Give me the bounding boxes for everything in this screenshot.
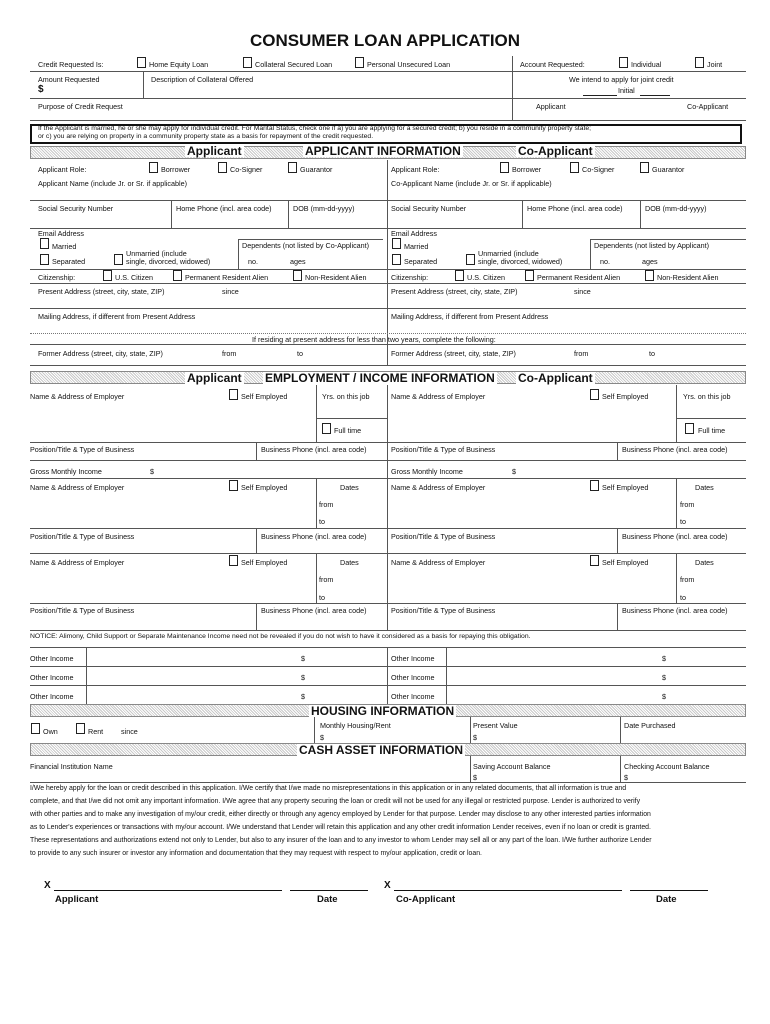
coapplicant-position-3-label: Position/Title & Type of Business: [391, 606, 496, 615]
coapplicant-us-citizen-checkbox[interactable]: [455, 270, 464, 281]
applicant-cosigner-label: Co-Signer: [230, 165, 263, 174]
divider: [238, 239, 383, 240]
applicant-employer-3-label: Name & Address of Employer: [30, 558, 125, 567]
coapplicant-yrs-on-job-label: Yrs. on this job: [683, 392, 731, 401]
divider: [256, 442, 257, 460]
divider: [387, 647, 388, 704]
divider: [512, 56, 513, 120]
applicant-to-3-label: to: [319, 593, 325, 602]
divider: [256, 603, 257, 630]
coapplicant-to-2-label: to: [680, 517, 686, 526]
applicant-from-2-label: from: [319, 500, 334, 509]
divider: [30, 98, 746, 99]
saving-balance-label: Saving Account Balance: [473, 762, 551, 771]
coapplicant-non-resident-checkbox[interactable]: [645, 270, 654, 281]
band-applicant-info-title: APPLICANT INFORMATION: [305, 144, 461, 158]
coapplicant-married-label: Married: [404, 242, 429, 251]
coapplicant-other-income-3-dollar: $: [662, 692, 666, 701]
coapplicant-role-label: Applicant Role:: [391, 165, 440, 174]
divider: [30, 647, 746, 648]
housing-monthly-dollar: $: [320, 733, 324, 742]
divider: [171, 200, 172, 228]
applicant-dependents-label: Dependents (not listed by Co-Applicant): [242, 241, 370, 250]
coapplicant-present-address-input[interactable]: [391, 297, 741, 308]
applicant-us-citizen-checkbox[interactable]: [103, 270, 112, 281]
purpose-label: Purpose of Credit Request: [38, 102, 123, 111]
applicant-present-address-label: Present Address (street, city, state, ZIP): [38, 287, 165, 296]
applicant-cosigner-checkbox[interactable]: [218, 162, 227, 173]
divider: [30, 333, 746, 334]
certification-line: with other parties and to make any investigation of my/our credit, either directly or through any agency employed by Lender for that purpose. Lender may disclose to any other interested parties information: [30, 811, 651, 818]
coapplicant-mailing-input[interactable]: [391, 321, 741, 332]
applicant-self-employed-3-checkbox[interactable]: [229, 555, 238, 566]
coapplicant-email-label: Email Address: [391, 229, 437, 238]
coapplicant-self-employed-3-checkbox[interactable]: [590, 555, 599, 566]
band-housing-title: HOUSING INFORMATION: [311, 704, 455, 718]
coapplicant-home-phone-label: Home Phone (incl. area code): [527, 204, 623, 213]
coapplicant-former-address-label: Former Address (street, city, state, ZIP): [391, 349, 516, 358]
center-divider: [387, 385, 388, 630]
certification-line: to provide to any such insurer or investor any information and documentation that they may request with respect to my/our application, credit or loan.: [30, 850, 482, 857]
divider: [470, 717, 471, 743]
applicant-to-2-label: to: [319, 517, 325, 526]
coapplicant-guarantor-checkbox[interactable]: [640, 162, 649, 173]
applicant-signature-label: Applicant: [55, 894, 99, 905]
applicant-other-income-3-dollar: $: [301, 692, 305, 701]
divider: [30, 666, 746, 667]
band-employment-coapplicant-label: Co-Applicant: [518, 371, 593, 385]
divider: [314, 717, 315, 743]
coapplicant-employer-1-label: Name & Address of Employer: [391, 392, 486, 401]
divider: [620, 756, 621, 782]
applicant-guarantor-checkbox[interactable]: [288, 162, 297, 173]
divider: [30, 283, 746, 284]
coapplicant-gross-income-dollar: $: [512, 467, 516, 476]
band-employment-applicant-label: Applicant: [187, 371, 242, 385]
coapplicant-unmarried-label: Unmarried (include: [478, 249, 539, 258]
form-title: CONSUMER LOAN APPLICATION: [249, 31, 521, 50]
divider: [316, 478, 317, 528]
divider: [30, 120, 746, 121]
certification-line: I/We hereby apply for the loan or credit described in this application. I/We certify that I/we made no misrepresentations in this application or in any related documents, that all information is true and: [30, 785, 627, 792]
initial-line[interactable]: [640, 95, 670, 96]
divider: [470, 756, 471, 782]
marital-note-line-2: or c) you are relying on property in a community property state as a basis for repayment of the credit requested.: [38, 133, 374, 140]
coapplicant-other-income-1-dollar: $: [662, 654, 666, 663]
applicant-name-label: Applicant Name (include Jr. or Sr. if applicable): [38, 179, 188, 188]
coapplicant-other-income-2-dollar: $: [662, 673, 666, 682]
collateral-description-input[interactable]: [151, 85, 506, 96]
divider: [86, 647, 87, 704]
coapplicant-name-label: Co-Applicant Name (include Jr. or Sr. if applicable): [391, 179, 552, 188]
coapplicant-signature-label: Co-Applicant: [396, 894, 456, 905]
applicant-other-income-3-label: Other Income: [30, 692, 74, 701]
coapplicant-borrower-checkbox[interactable]: [500, 162, 509, 173]
applicant-non-resident-checkbox[interactable]: [293, 270, 302, 281]
divider: [30, 528, 746, 529]
coapplicant-ssn-label: Social Security Number: [391, 204, 467, 213]
divider: [30, 228, 746, 229]
coapplicant-to-3-label: to: [680, 593, 686, 602]
applicant-dates-2-label: Dates: [340, 483, 359, 492]
coapplicant-citizenship-label: Citizenship:: [391, 273, 429, 282]
coapplicant-present-address-label: Present Address (street, city, state, ZIP): [391, 287, 518, 296]
housing-monthly-label: Monthly Housing/Rent: [320, 721, 391, 730]
divider: [522, 200, 523, 228]
initial-line[interactable]: [583, 95, 617, 96]
applicant-self-employed-3-label: Self Employed: [241, 558, 288, 567]
coapplicant-ssn-input[interactable]: [391, 214, 519, 225]
applicant-position-2-label: Position/Title & Type of Business: [30, 532, 135, 541]
applicant-other-income-1-label: Other Income: [30, 654, 74, 663]
coapplicant-position-1-label: Position/Title & Type of Business: [391, 445, 496, 454]
coapplicant-perm-resident-checkbox[interactable]: [525, 270, 534, 281]
applicant-mailing-input[interactable]: [38, 321, 383, 332]
applicant-present-address-input[interactable]: [38, 297, 383, 308]
housing-since-label: since: [121, 727, 138, 736]
applicant-separated-label: Separated: [52, 257, 86, 266]
coapplicant-name-input[interactable]: [391, 188, 741, 199]
divider: [30, 460, 746, 461]
coapplicant-home-phone-input[interactable]: [527, 214, 635, 225]
joint-applicant-label: Applicant: [536, 102, 566, 111]
band-cash-asset-title: CASH ASSET INFORMATION: [299, 743, 463, 757]
applicant-dependents-ages-label: ages: [290, 257, 306, 266]
certification-line: complete, and that I/we did not omit any important information. I/We agree that any property securing the loan or credit will not be used for any illegal or restricted purpose. Lender is authorized to verify: [30, 798, 641, 805]
coapplicant-cosigner-checkbox[interactable]: [570, 162, 579, 173]
checking-balance-dollar: $: [624, 773, 628, 782]
coapplicant-bus-phone-2-label: Business Phone (incl. area code): [622, 532, 728, 541]
joint-coapplicant-label: Co-Applicant: [687, 102, 729, 111]
coapplicant-full-time-label: Full time: [698, 426, 726, 435]
applicant-employer-1-label: Name & Address of Employer: [30, 392, 125, 401]
applicant-non-resident-label: Non-Resident Alien: [305, 273, 367, 282]
amount-dollar-sign: $: [38, 84, 44, 95]
applicant-ssn-input[interactable]: [38, 214, 166, 225]
credit-requested-label: Credit Requested Is:: [38, 60, 104, 69]
alimony-notice: NOTICE: Alimony, Child Support or Separate Maintenance Income need not be revealed if you do not wish to have it considered as a basis for repaying this obligation.: [30, 633, 531, 640]
coapplicant-perm-resident-label: Permanent Resident Alien: [537, 273, 621, 282]
coapplicant-date-line[interactable]: [630, 890, 708, 891]
divider: [590, 239, 746, 240]
applicant-dob-label: DOB (mm-dd-yyyy): [293, 204, 355, 213]
applicant-full-time-label: Full time: [334, 426, 362, 435]
applicant-us-citizen-label: U.S. Citizen: [115, 273, 153, 282]
band-employment-title: EMPLOYMENT / INCOME INFORMATION: [265, 371, 495, 385]
saving-balance-dollar: $: [473, 773, 477, 782]
divider: [30, 200, 746, 201]
divider: [30, 308, 746, 309]
band-coapplicant-label: Co-Applicant: [518, 144, 593, 158]
coapplicant-former-to-label: to: [649, 349, 655, 358]
applicant-unmarried-label: Unmarried (include: [126, 249, 187, 258]
divider: [30, 603, 746, 604]
coapplicant-from-3-label: from: [680, 575, 695, 584]
band-applicant-label: Applicant: [187, 144, 242, 158]
applicant-bus-phone-3-label: Business Phone (incl. area code): [261, 606, 367, 615]
divider: [288, 200, 289, 228]
divider: [30, 269, 746, 270]
divider: [30, 71, 746, 72]
collateral-secured-checkbox[interactable]: [243, 57, 252, 68]
applicant-former-from-label: from: [222, 349, 237, 358]
coapplicant-bus-phone-3-label: Business Phone (incl. area code): [622, 606, 728, 615]
applicant-date-label: Date: [317, 894, 338, 905]
divider: [238, 239, 239, 269]
coapplicant-dates-2-label: Dates: [695, 483, 714, 492]
divider: [617, 442, 618, 460]
collateral-description-label: Description of Collateral Offered: [151, 75, 254, 84]
coapplicant-other-income-1-label: Other Income: [391, 654, 435, 663]
applicant-name-input[interactable]: [38, 188, 383, 199]
applicant-former-address-label: Former Address (street, city, state, ZIP): [38, 349, 163, 358]
housing-date-purchased-label: Date Purchased: [624, 721, 676, 730]
amount-input[interactable]: [50, 84, 138, 95]
applicant-bus-phone-1-label: Business Phone (incl. area code): [261, 445, 367, 454]
coapplicant-self-employed-3-label: Self Employed: [602, 558, 649, 567]
applicant-home-phone-label: Home Phone (incl. area code): [176, 204, 272, 213]
coapplicant-self-employed-1-checkbox[interactable]: [590, 389, 599, 400]
divider: [30, 478, 746, 479]
applicant-date-line[interactable]: [290, 890, 368, 891]
coapplicant-dependents-ages-label: ages: [642, 257, 658, 266]
coapplicant-position-2-label: Position/Title & Type of Business: [391, 532, 496, 541]
applicant-other-income-2-dollar: $: [301, 673, 305, 682]
applicant-bus-phone-2-label: Business Phone (incl. area code): [261, 532, 367, 541]
applicant-perm-resident-label: Permanent Resident Alien: [185, 273, 269, 282]
coapplicant-self-employed-2-checkbox[interactable]: [590, 480, 599, 491]
applicant-dependents-no-label: no.: [248, 257, 258, 266]
applicant-position-1-label: Position/Title & Type of Business: [30, 445, 135, 454]
divider: [30, 442, 746, 443]
divider: [640, 200, 641, 228]
coapplicant-separated-label: Separated: [404, 257, 438, 266]
divider: [316, 553, 317, 603]
coapplicant-gross-income-label: Gross Monthly Income: [391, 467, 463, 476]
coapplicant-mailing-label: Mailing Address, if different from Present Address: [391, 312, 549, 321]
coapplicant-former-from-label: from: [574, 349, 589, 358]
applicant-email-label: Email Address: [38, 229, 84, 238]
divider: [30, 630, 746, 631]
coapplicant-borrower-label: Borrower: [512, 165, 542, 174]
coapplicant-dependents-no-label: no.: [600, 257, 610, 266]
divider: [620, 717, 621, 743]
coapplicant-unmarried-sub-label: single, divorced, widowed): [478, 257, 563, 266]
applicant-full-time-checkbox[interactable]: [322, 423, 331, 434]
amount-requested-label: Amount Requested: [38, 75, 100, 84]
divider: [617, 603, 618, 630]
financial-institution-label: Financial Institution Name: [30, 762, 113, 771]
coapplicant-dob-input[interactable]: [645, 214, 741, 225]
collateral-secured-label: Collateral Secured Loan: [255, 60, 333, 69]
certification-text: [30, 782, 750, 860]
applicant-married-checkbox[interactable]: [40, 238, 49, 249]
coapplicant-dates-3-label: Dates: [695, 558, 714, 567]
coapplicant-separated-checkbox[interactable]: [392, 254, 401, 265]
individual-checkbox[interactable]: [619, 57, 628, 68]
account-requested-label: Account Requested:: [520, 60, 585, 69]
divider: [676, 385, 677, 442]
applicant-dates-3-label: Dates: [340, 558, 359, 567]
marital-note-line-1: If the Applicant is married, he or she may apply for individual credit. For Marital Status, check one if a) you are applying for a secured credit; b) you reside in a community property state;: [38, 125, 592, 132]
coapplicant-since-label: since: [574, 287, 591, 296]
checking-balance-label: Checking Account Balance: [624, 762, 710, 771]
applicant-signature-x: X: [44, 880, 51, 891]
divider: [617, 528, 618, 553]
coapplicant-dob-label: DOB (mm-dd-yyyy): [645, 204, 707, 213]
divider: [30, 365, 746, 366]
home-equity-checkbox[interactable]: [137, 57, 146, 68]
housing-present-value-dollar: $: [473, 733, 477, 742]
applicant-self-employed-1-label: Self Employed: [241, 392, 288, 401]
initial-label: Initial: [618, 86, 635, 95]
coapplicant-cosigner-label: Co-Signer: [582, 165, 615, 174]
coapplicant-other-income-2-label: Other Income: [391, 673, 435, 682]
applicant-married-label: Married: [52, 242, 77, 251]
applicant-role-label: Applicant Role:: [38, 165, 87, 174]
applicant-employer-2-label: Name & Address of Employer: [30, 483, 125, 492]
applicant-perm-resident-checkbox[interactable]: [173, 270, 182, 281]
applicant-unmarried-sub-label: single, divorced, widowed): [126, 257, 211, 266]
divider: [446, 647, 447, 704]
coapplicant-signature-x: X: [384, 880, 391, 891]
personal-unsecured-label: Personal Unsecured Loan: [367, 60, 451, 69]
applicant-yrs-on-job-label: Yrs. on this job: [322, 392, 370, 401]
joint-intent-label: We intend to apply for joint credit: [569, 75, 674, 84]
housing-present-value-label: Present Value: [473, 721, 518, 730]
applicant-other-income-1-dollar: $: [301, 654, 305, 663]
purpose-input[interactable]: [38, 110, 506, 120]
applicant-gross-income-dollar: $: [150, 467, 154, 476]
coapplicant-signature-line[interactable]: [394, 890, 622, 891]
applicant-other-income-2-label: Other Income: [30, 673, 74, 682]
coapplicant-employer-2-label: Name & Address of Employer: [391, 483, 486, 492]
divider: [30, 344, 746, 345]
applicant-ssn-label: Social Security Number: [38, 204, 114, 213]
individual-label: Individual: [631, 60, 662, 69]
divider: [676, 553, 677, 603]
divider: [316, 385, 317, 442]
coapplicant-non-resident-label: Non-Resident Alien: [657, 273, 719, 282]
divider: [30, 553, 746, 554]
applicant-self-employed-1-checkbox[interactable]: [229, 389, 238, 400]
former-address-note: If residing at present address for less than two years, complete the following:: [252, 335, 496, 344]
home-equity-label: Home Equity Loan: [149, 60, 209, 69]
applicant-unmarried-checkbox[interactable]: [114, 254, 123, 265]
applicant-borrower-label: Borrower: [161, 165, 191, 174]
coapplicant-bus-phone-1-label: Business Phone (incl. area code): [622, 445, 728, 454]
divider: [316, 418, 387, 419]
applicant-from-3-label: from: [319, 575, 334, 584]
housing-own-label: Own: [43, 727, 58, 736]
housing-own-checkbox[interactable]: [31, 723, 40, 734]
coapplicant-dependents-label: Dependents (not listed by Applicant): [594, 241, 710, 250]
housing-rent-checkbox[interactable]: [76, 723, 85, 734]
divider: [676, 418, 746, 419]
applicant-self-employed-2-label: Self Employed: [241, 483, 288, 492]
certification-line: as to Lender's experiences or transactions with my/our account. I/We understand that Lender will retain this application and any other credit information Lender receives, even if no loan or credit is granted.: [30, 824, 651, 831]
divider: [256, 528, 257, 553]
applicant-citizenship-label: Citizenship:: [38, 273, 76, 282]
divider: [590, 239, 591, 269]
coapplicant-date-label: Date: [656, 894, 677, 905]
joint-checkbox[interactable]: [695, 57, 704, 68]
applicant-self-employed-2-checkbox[interactable]: [229, 480, 238, 491]
divider: [30, 685, 746, 686]
applicant-mailing-label: Mailing Address, if different from Present Address: [38, 312, 196, 321]
coapplicant-guarantor-label: Guarantor: [652, 165, 685, 174]
coapplicant-self-employed-2-label: Self Employed: [602, 483, 649, 492]
divider: [676, 478, 677, 528]
coapplicant-other-income-3-label: Other Income: [391, 692, 435, 701]
applicant-guarantor-label: Guarantor: [300, 165, 333, 174]
personal-unsecured-checkbox[interactable]: [355, 57, 364, 68]
coapplicant-employer-3-label: Name & Address of Employer: [391, 558, 486, 567]
coapplicant-married-checkbox[interactable]: [392, 238, 401, 249]
applicant-home-phone-input[interactable]: [176, 214, 284, 225]
applicant-former-to-label: to: [297, 349, 303, 358]
applicant-dob-input[interactable]: [293, 214, 383, 225]
coapplicant-unmarried-checkbox[interactable]: [466, 254, 475, 265]
housing-rent-label: Rent: [88, 727, 104, 736]
applicant-separated-checkbox[interactable]: [40, 254, 49, 265]
coapplicant-from-2-label: from: [680, 500, 695, 509]
coapplicant-full-time-checkbox[interactable]: [685, 423, 694, 434]
coapplicant-us-citizen-label: U.S. Citizen: [467, 273, 505, 282]
coapplicant-self-employed-1-label: Self Employed: [602, 392, 649, 401]
joint-label: Joint: [707, 60, 723, 69]
certification-line: These representations and authorizations extend not only to Lender, but also to any insurer of the loan and to any investor to whom Lender may sell all or any part of the loan. I/We further authorize Lender: [30, 837, 652, 844]
applicant-signature-line[interactable]: [54, 890, 282, 891]
divider: [143, 71, 144, 98]
applicant-position-3-label: Position/Title & Type of Business: [30, 606, 135, 615]
applicant-borrower-checkbox[interactable]: [149, 162, 158, 173]
applicant-gross-income-label: Gross Monthly Income: [30, 467, 102, 476]
applicant-since-label: since: [222, 287, 239, 296]
